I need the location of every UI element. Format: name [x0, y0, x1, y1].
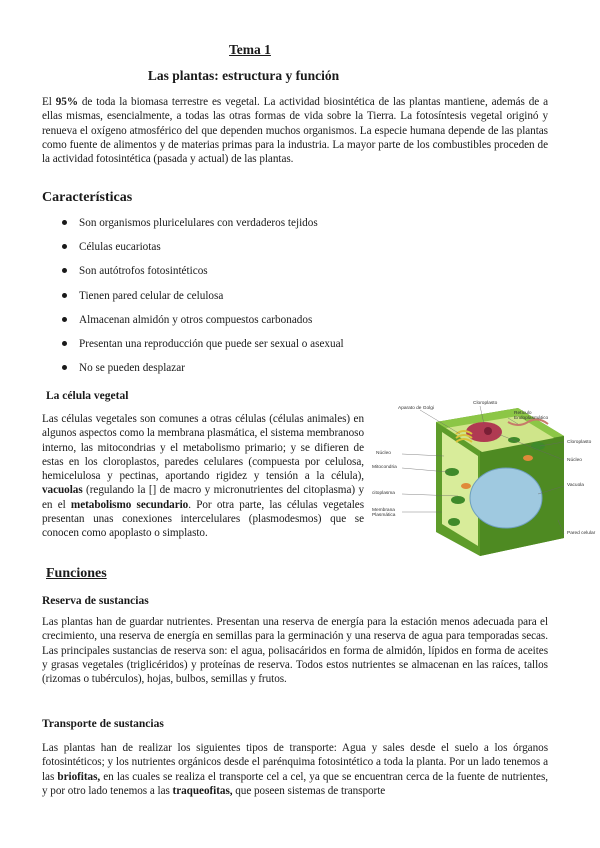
celula-text-2: (regulando la [] de macro y micronutrientes del citoplasma) y en el: [42, 484, 364, 511]
caracteristicas-list: [62, 216, 542, 385]
chloroplast: [531, 442, 545, 450]
list-item-text: Almacenan almidón y otros compuestos carbonados: [79, 313, 313, 326]
list-item: [62, 240, 542, 264]
celula-heading: La célula vegetal: [46, 390, 129, 402]
list-item: [62, 337, 542, 361]
label-membrana: Membrana Plasmática: [372, 508, 396, 518]
reserva-paragraph: Las plantas han de guardar nutrientes. Presentan una reserva de energía para la estación menos adecuada para el crecimiento, una reserva de energía en semillas para la germinación y una reserva de agua para temporadas secas. Las principales sustancias de reserva son: el agua, polisacáridos en forma de almidón, lípidos en forma de aceites y grasas vegetales (triglicéridos) y proteínas de reserva. Todos estos nutrientes se almacenan en las raíces, tallos (rizomas o tubérculos), hojas, bulbos, semillas y frutos.: [42, 616, 548, 686]
label-nucleolo: Núcleo: [376, 451, 391, 456]
list-item: [62, 313, 542, 337]
plant-cell-figure: [368, 400, 598, 560]
list-item: [62, 264, 542, 288]
nucleolus: [484, 427, 492, 435]
bullet-icon: [62, 293, 67, 298]
list-item: [62, 289, 542, 313]
vacuolas-keyword: vacuolas: [42, 484, 83, 497]
bullet-icon: [62, 220, 67, 225]
page-subtitle: Las plantas: estructura y función: [147, 68, 340, 83]
bullet-icon: [62, 268, 67, 273]
celula-paragraph: [42, 412, 364, 541]
label-mitocondria: Mitocondria: [372, 465, 397, 470]
list-item-text: Presentan una reproducción que puede ser sexual o asexual: [79, 337, 344, 350]
list-item-text: No se pueden desplazar: [79, 362, 185, 375]
page-title: Tema 1: [229, 42, 271, 57]
label-cloroplasto-top: Cloroplasto: [473, 401, 498, 406]
bullet-icon: [62, 341, 67, 346]
funciones-heading: Funciones: [46, 566, 107, 581]
list-item: [62, 216, 542, 240]
traqueofitas-keyword: traqueofitas,: [172, 784, 233, 797]
label-citoplasma: citoplasma: [372, 491, 395, 496]
transporte-text-3: que poseen sistemas de transporte: [232, 784, 386, 797]
bullet-icon: [62, 244, 67, 249]
intro-percent: 95%: [55, 96, 78, 108]
intro-text-post: de toda la biomasa terrestre es vegetal. La actividad biosintética de las plantas mantiene, además de a ellas mismas, esencialmente, a todas las otras formas de vida sobre la Tierra. La fotosíntesis vegetal originó y renueva el oxígeno atmosférico del que dependen muchos organismos. La especie humana depende de las plantas como fuente de alimentos y de materias primas para la industria. La mayor parte de los combustibles proceden de la actividad fotosintética (pasada y actual) de las plantas.: [42, 96, 548, 166]
metabolismo-keyword: metabolismo secundario: [70, 498, 189, 511]
transporte-text-1: Las plantas han de realizar los siguientes tipos de transporte: Agua y sales desde el suelo a los órganos fotosintéticos; y los nutrientes orgánicos desde el parénquima fotosintético a toda la planta. Por un lado tenemos a las: [42, 742, 548, 783]
label-pared: Pared celular: [567, 531, 596, 536]
label-nucleo: Núcleo: [567, 458, 582, 463]
plant-cell-illustration: [368, 400, 598, 560]
bullet-icon: [62, 317, 67, 322]
list-item-text: Tienen pared celular de celulosa: [79, 289, 224, 302]
chloroplast: [448, 518, 460, 526]
label-vacuola: Vacuola: [567, 483, 584, 488]
vacuole: [470, 468, 542, 528]
briofitas-keyword: briofitas,: [57, 770, 101, 783]
caracteristicas-heading: Características: [42, 190, 133, 205]
reserva-heading: Reserva de sustancias: [42, 595, 149, 607]
list-item-text: Son organismos pluricelulares con verdaderos tejidos: [79, 217, 318, 229]
list-item-text: Células eucariotas: [79, 241, 161, 254]
nucleus: [466, 422, 502, 442]
mitochondrion: [461, 483, 471, 489]
intro-paragraph: [42, 95, 548, 166]
bullet-icon: [62, 365, 67, 370]
mitochondrion: [523, 455, 533, 461]
transporte-heading: Transporte de sustancias: [42, 718, 164, 730]
celula-text-1: Las células vegetales son comunes a otras células (células animales) en algunos aspectos como la membrana plasmática, el sistema membranoso interno, las mitocondrias y el metabolismo primario; y se difieren de estas en los cloroplastos, paredes celulares (compuesta por celulosa, hemicelulosa y pectinas, aportando rigidez y tensión a la célula),: [42, 413, 364, 483]
celula-text-3: . Por otra parte, las células vegetales presentan unas conexiones intercelulares (plasmodesmos) que se conocen como apoplasto o simplasto.: [42, 498, 365, 540]
transporte-text-2: en las cuales se realiza el transporte cel a cel, ya que se encuentran cerca de la fuente de nutrientes, y por otro lado tenemos a las: [42, 770, 548, 797]
transporte-paragraph: [42, 741, 548, 798]
label-reticulo: Retículo Endoplasmático: [514, 411, 549, 421]
chloroplast: [451, 496, 465, 504]
label-cloroplasto-right: Cloroplasto: [567, 440, 592, 445]
intro-text-pre: El: [42, 96, 56, 108]
label-golgi: Aparato de Golgi: [398, 406, 435, 411]
list-item: [62, 361, 542, 385]
list-item-text: Son autótrofos fotosintéticos: [79, 265, 208, 278]
